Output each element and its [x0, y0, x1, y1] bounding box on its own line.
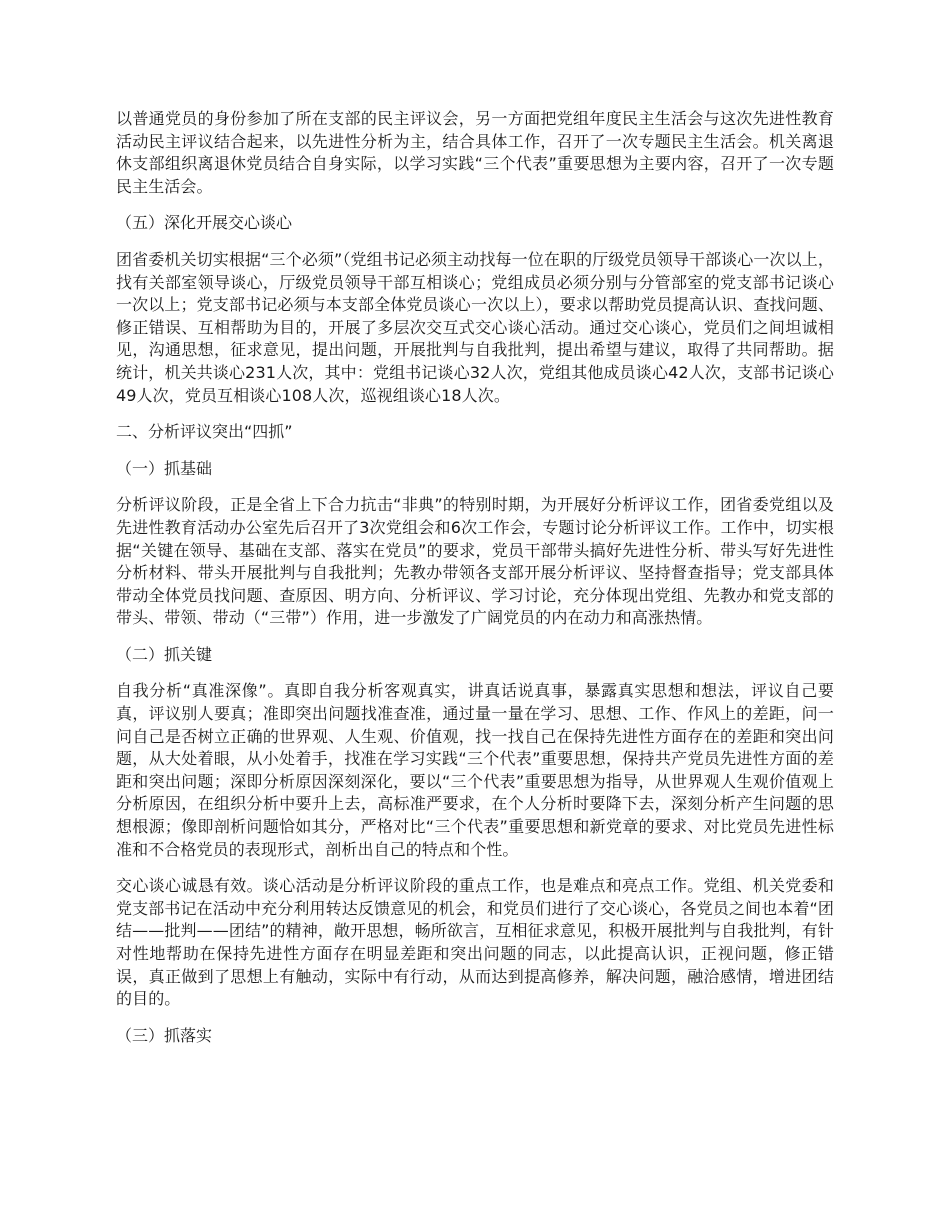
paragraph-democratic-review: 以普通党员的身份参加了所在支部的民主评议会，另一方面把党组年度民主生活会与这次先进性教育活动民主评议结合起来，以先进性分析为主，结合具体工作，召开了一次专题民主生活会。机关离退休支部组织离退休党员结合自身实际，以学习实践“三个代表”重要思想为主要内容，召开了一次专题民主生活会。	[116, 109, 834, 196]
paragraph-foundation: 分析评议阶段，正是全省上下合力抗击“非典”的特别时期，为开展好分析评议工作，团省委党组以及先进性教育活动办公室先后召开了3次党组会和6次工作会，专题讨论分析评议工作。工作中，切实根据“关键在领导、基础在支部、落实在党员”的要求，党员干部带头搞好先进性分析、带头写好先进性分析材料、带头开展批判与自我批判；先教办带领各支部开展分析评议、坚持督查指导；党支部具体带动全体党员找问题、查原因、明方向、分析评议、学习讨论，充分体现出党组、先教办和党支部的带头、带领、带动（“三带”）作用，进一步激发了广阔党员的内在动力和高涨热情。	[116, 495, 834, 628]
heading-section-5: （五）深化开展交心谈心	[116, 213, 293, 233]
paragraph-sincere-talks: 交心谈心诚恳有效。谈心活动是分析评议阶段的重点工作，也是难点和亮点工作。党组、机关党委和党支部书记在活动中充分利用转达反馈意见的机会，和党员们进行了交心谈心，各党员之间也本着“团结——批判——团结”的精神，敞开思想，畅所欲言，互相征求意见，积极开展批判与自我批判，有针对性地帮助在保持先进性方面存在明显差距和突出问题的同志，以此提高认识，正视问题，修正错误，真正做到了思想上有触动，实际中有行动，从而达到提高修养，解决问题，融洽感情，增进团结的目的。	[116, 876, 834, 1009]
paragraph-self-analysis: 自我分析“真准深像”。真即自我分析客观真实，讲真话说真事，暴露真实思想和想法，评议自己要真，评议别人要真；准即突出问题找准查准，通过量一量在学习、思想、工作、作风上的差距，问一问自己是否树立正确的世界观、人生观、价值观，找一找自己在保持先进性方面存在的差距和突出问题，从大处着眼，从小处着手，找准在学习实践“三个代表”重要思想，保持共产党员先进性方面的差距和突出问题；深即分析原因深刻深化，要以“三个代表”重要思想为指导，从世界观人生观价值观上分析原因，在组织分析中要升上去，高标准严要求，在个人分析时要降下去，深刻分析产生问题的思想根源；像即剖析问题恰如其分，严格对比“三个代表”重要思想和新党章的要求、对比党员先进性标准和不合格党员的表现形式，剖析出自己的特点和个性。	[116, 681, 834, 859]
heading-part-2: 二、分析评议突出“四抓”	[116, 422, 293, 442]
heading-subsection-1: （一）抓基础	[116, 458, 213, 478]
paragraph-heart-talks: 团省委机关切实根据“三个必须”（党组书记必须主动找每一位在职的厅级党员领导干部谈心一次以上，找有关部室领导谈心，厅级党员领导干部互相谈心；党组成员必须分别与分管部室的党支部书记谈心一次以上；党支部书记必须与本支部全体党员谈心一次以上），要求以帮助党员提高认识、查找问题、修正错误、互相帮助为目的，开展了多层次交互式交心谈心活动。通过交心谈心，党员们之间坦诚相见，沟通思想，征求意见，提出问题，开展批判与自我批判，提出希望与建议，取得了共同帮助。据统计，机关共谈心231人次，其中：党组书记谈心32人次，党组其他成员谈心42人次，支部书记谈心49人次，党员互相谈心108人次，巡视组谈心18人次。	[116, 249, 834, 405]
heading-subsection-3: （三）抓落实	[116, 1025, 213, 1045]
heading-subsection-2: （二）抓关键	[116, 644, 213, 664]
